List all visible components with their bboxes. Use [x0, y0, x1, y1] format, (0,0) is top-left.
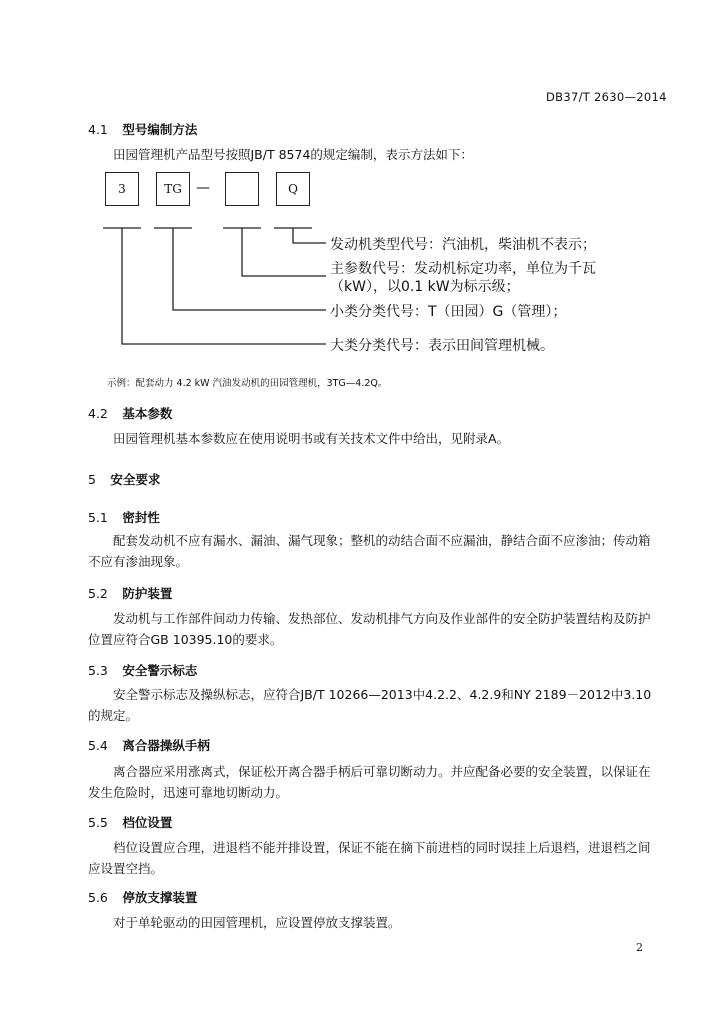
- example-note: 示例：配套动力 4.2 kW 汽油发动机的田园管理机，3TG—4.2Q。: [107, 378, 388, 389]
- section-title: 防护装置: [122, 586, 173, 601]
- section-title: 档位设置: [122, 815, 173, 830]
- section-5-6-text: 对于单轮驱动的田园管理机，应设置停放支撑装置。: [113, 915, 401, 930]
- section-4-2-text: 田园管理机基本参数应在使用说明书或有关技术文件中给出，见附录A。: [113, 431, 510, 446]
- section-number: 5.6: [88, 890, 108, 905]
- section-number: 5: [88, 472, 96, 487]
- section-5-heading: [88, 470, 160, 488]
- section-title: 停放支撑装置: [122, 890, 198, 905]
- diagram-label-engine-type: 发动机类型代号：汽油机，柴油机不表示；: [330, 237, 596, 253]
- section-number: 5.4: [88, 738, 108, 753]
- page-number: 2: [636, 941, 643, 954]
- code-box-subcategory: TG: [156, 172, 190, 206]
- section-4-1-intro: 田园管理机产品型号按照JB/T 8574的规定编制，表示方法如下：: [113, 147, 473, 162]
- section-5-4-text: 离合器应采用涨离式，保证松开离合器手柄后可靠切断动力。并应配备必要的安全装置，以保证在发生危险时，迅速可靠地切断动力。: [88, 764, 651, 800]
- section-number: 5.1: [88, 510, 108, 525]
- section-5-4-heading: [88, 736, 210, 754]
- code-dash: —: [196, 180, 210, 196]
- code-box-engine-type: Q: [276, 172, 310, 206]
- section-title: 离合器操纵手柄: [122, 738, 210, 753]
- code-box-category: 3: [105, 172, 139, 206]
- section-5-1-text: 配套发动机不应有漏水、漏油、漏气现象；整机的动结合面不应漏油，静结合面不应渗油；传动箱不应有渗油现象。: [88, 533, 651, 569]
- section-5-6-heading: [88, 888, 197, 906]
- diagram-label-main-param-cont: （kW），以0.1 kW为标示级；: [330, 279, 520, 295]
- section-number: 4.2: [88, 406, 108, 421]
- section-5-2-text: 发动机与工作部件间动力传输、发热部位、发动机排气方向及作业部件的安全防护装置结构及防护位置应符合GB 10395.10的要求。: [88, 611, 651, 647]
- section-number: 5.2: [88, 586, 108, 601]
- section-5-5-text: 档位设置应合理，进退档不能并排设置，保证不能在摘下前进档的同时误挂上后退档，进退档之间应设置空挡。: [88, 840, 651, 876]
- standard-code: DB37/T 2630—2014: [546, 90, 667, 104]
- section-title: 安全要求: [110, 472, 161, 487]
- section-title: 安全警示标志: [122, 663, 198, 678]
- diagram-label-subcategory: 小类分类代号：T（田园）G（管理）；: [330, 304, 567, 320]
- diagram-label-main-param: 主参数代号：发动机标定功率，单位为千瓦: [330, 261, 596, 277]
- section-number: 4.1: [88, 122, 108, 137]
- section-5-5-heading: [88, 813, 172, 831]
- section-5-1-heading: [88, 508, 160, 526]
- diagram-label-category: 大类分类代号：表示田间管理机械。: [330, 338, 554, 354]
- section-5-3-heading: [88, 661, 197, 679]
- section-number: 5.3: [88, 663, 108, 678]
- section-title: 基本参数: [122, 406, 173, 421]
- section-4-2-heading: [88, 404, 172, 422]
- section-number: 5.5: [88, 815, 108, 830]
- section-title: 密封性: [122, 510, 160, 525]
- section-5-2-heading: [88, 584, 172, 602]
- section-5-3-text: 安全警示标志及操纵标志，应符合JB/T 10266—2013中4.2.2、4.2.9和NY 2189－2012中3.10的规定。: [88, 687, 652, 723]
- section-title: 型号编制方法: [122, 122, 198, 137]
